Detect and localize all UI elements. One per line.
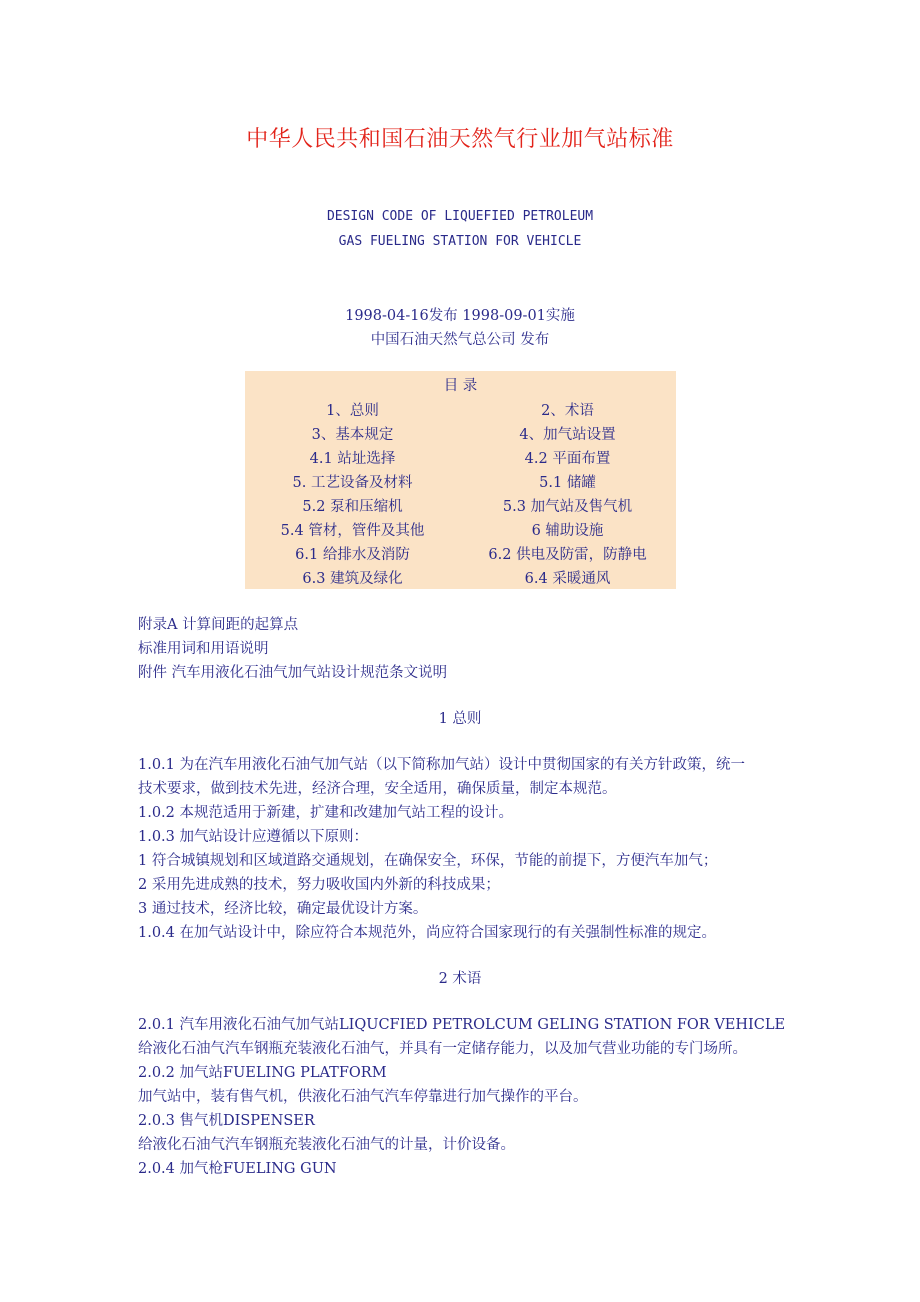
english-title-line-1: DESIGN CODE OF LIQUEFIED PETROLEUM xyxy=(326,209,594,224)
toc-item: 5.2 泵和压缩机 xyxy=(302,499,403,515)
toc-title: 目 录 xyxy=(443,378,478,394)
table-of-contents xyxy=(245,371,676,589)
term-line: 给液化石油气汽车钢瓶充装液化石油气，并具有一定储存能力，以及加气营业功能的专门场所。 xyxy=(138,1041,747,1057)
toc-item: 2、术语 xyxy=(541,403,594,419)
toc-item: 6 辅助设施 xyxy=(531,523,604,539)
toc-item: 5.3 加气站及售气机 xyxy=(502,499,633,515)
paragraph-line: 1.0.1 为在汽车用液化石油气加气站（以下简称加气站）设计中贯彻国家的有关方针政策，统一 xyxy=(138,757,745,773)
paragraph-line: 2 采用先进成熟的技术，努力吸收国内外新的科技成果； xyxy=(138,877,500,893)
toc-item: 5. 工艺设备及材料 xyxy=(292,475,413,491)
publisher: 中国石油天然气总公司 发布 xyxy=(370,332,550,348)
toc-item: 6.2 供电及防雷，防静电 xyxy=(488,547,647,563)
paragraph-line: 1.0.3 加气站设计应遵循以下原则： xyxy=(138,829,369,845)
toc-item: 4、加气站设置 xyxy=(519,427,616,443)
toc-row xyxy=(245,471,676,495)
term-line: 加气站中，装有售气机，供液化石油气汽车停靠进行加气操作的平台。 xyxy=(138,1089,588,1105)
issue-dates: 1998-04-16发布 1998-09-01实施 xyxy=(345,308,575,324)
toc-item: 6.1 给排水及消防 xyxy=(295,547,410,563)
term-line: 2.0.4 加气枪FUELING GUN xyxy=(138,1161,337,1177)
paragraph-line: 技术要求，做到技术先进，经济合理，安全适用，确保质量，制定本规范。 xyxy=(138,781,617,797)
toc-row xyxy=(245,423,676,447)
term-line: 2.0.2 加气站FUELING PLATFORM xyxy=(138,1065,387,1081)
toc-item: 1、总则 xyxy=(326,403,379,419)
section-heading-terms: 2 术语 xyxy=(438,971,482,987)
toc-item: 5.4 管材，管件及其他 xyxy=(280,523,425,539)
term-line: 2.0.3 售气机DISPENSER xyxy=(138,1113,315,1129)
term-line: 2.0.1 汽车用液化石油气加气站LIQUCFIED PETROLCUM GELING STATION FOR VEHICLE xyxy=(138,1017,786,1033)
toc-row xyxy=(245,495,676,519)
paragraph-line: 1.0.2 本规范适用于新建，扩建和改建加气站工程的设计。 xyxy=(138,805,514,821)
appendix-line: 附录A 计算间距的起算点 xyxy=(138,617,299,633)
toc-item: 4.1 站址选择 xyxy=(309,451,396,467)
toc-row xyxy=(245,519,676,543)
term-line: 给液化石油气汽车钢瓶充装液化石油气的计量，计价设备。 xyxy=(138,1137,515,1153)
toc-row xyxy=(245,543,676,567)
paragraph-line: 1.0.4 在加气站设计中，除应符合本规范外，尚应符合国家现行的有关强制性标准的规定。 xyxy=(138,925,716,941)
toc-item: 4.2 平面布置 xyxy=(524,451,611,467)
section-heading-general: 1 总则 xyxy=(438,711,482,727)
toc-row xyxy=(245,399,676,423)
toc-item: 6.4 采暖通风 xyxy=(524,571,611,587)
english-title-line-2: GAS FUELING STATION FOR VEHICLE xyxy=(338,234,582,249)
toc-row xyxy=(245,567,676,591)
toc-item: 3、基本规定 xyxy=(311,427,394,443)
paragraph-line: 3 通过技术，经济比较，确定最优设计方案。 xyxy=(138,901,428,917)
toc-row xyxy=(245,447,676,471)
appendix-line: 附件 汽车用液化石油气加气站设计规范条文说明 xyxy=(138,665,448,681)
appendix-line: 标准用词和用语说明 xyxy=(138,641,269,657)
paragraph-line: 1 符合城镇规划和区域道路交通规划，在确保安全，环保，节能的前提下，方便汽车加气； xyxy=(138,853,718,869)
document-title: 中华人民共和国石油天然气行业加气站标准 xyxy=(246,127,674,152)
toc-item: 5.1 储罐 xyxy=(539,475,596,491)
toc-item: 6.3 建筑及绿化 xyxy=(302,571,403,587)
